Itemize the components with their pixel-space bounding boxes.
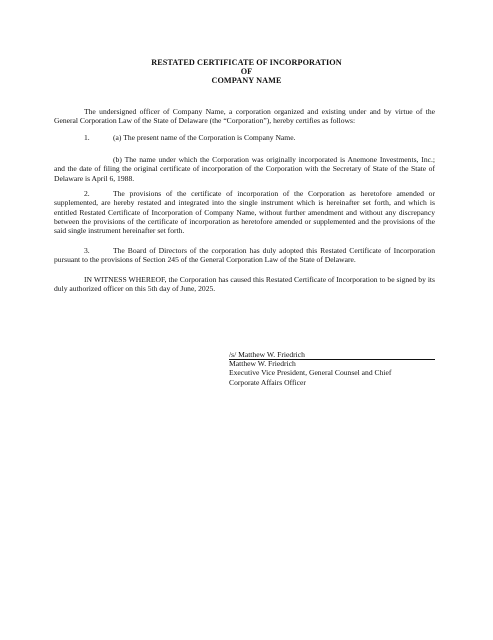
company-name-heading: COMPANY NAME xyxy=(211,76,282,85)
signer-title-line-2: Corporate Affairs Officer xyxy=(229,377,306,387)
document-title-of: OF xyxy=(240,67,253,76)
document-title: RESTATED CERTIFICATE OF INCORPORATION xyxy=(151,58,342,67)
signer-name: Matthew W. Friedrich xyxy=(229,359,296,368)
item-3-number: 3. xyxy=(84,246,90,255)
item-1-number: 1. xyxy=(84,133,90,142)
signature-block xyxy=(229,359,435,387)
intro-paragraph: The undersigned officer of Company Name, a corporation organized and existing under and by virtue of the General Corporation Law of the State of Delaware (the “Corporation”), hereby certifies as follows: xyxy=(54,107,435,126)
item-2-number: 2. xyxy=(84,189,90,198)
item-3-paragraph: The Board of Directors of the corporation has duly adopted this Restated Certificate of Incorporation pursuant to the provisions of Section 245 of the General Corporation Law of the State of Delaware. xyxy=(54,246,435,265)
item-1a-text: (a) The present name of the Corporation is Company Name. xyxy=(113,133,296,142)
signer-title-line-1: Executive Vice President, General Counsel and Chief xyxy=(229,368,392,378)
signature-line: /s/ Matthew W. Friedrich xyxy=(229,350,435,360)
witness-paragraph: IN WITNESS WHEREOF, the Corporation has caused this Restated Certificate of Incorporation to be signed by its duly authorized officer on this 5th day of June, 2025. xyxy=(54,275,435,294)
item-2-paragraph: The provisions of the certificate of incorporation of the Corporation as heretofore amended or supplemented, are hereby restated and integrated into the single instrument which is hereinafter set forth, and which is entitled Restated Certificate of Incorporation of Company Name, without further amendment and without any discrepancy between the provisions of the certificate of incorporation as heretofore amended or supplemented and the provisions of the said single instrument hereinafter set forth. xyxy=(54,189,435,236)
item-1b-paragraph: (b) The name under which the Corporation was originally incorporated is Anemone Investments, Inc.; and the date of filing the original certificate of incorporation of the Corporation with the Secretary of State of the State of Delaware is April 6, 1988. xyxy=(54,155,435,183)
